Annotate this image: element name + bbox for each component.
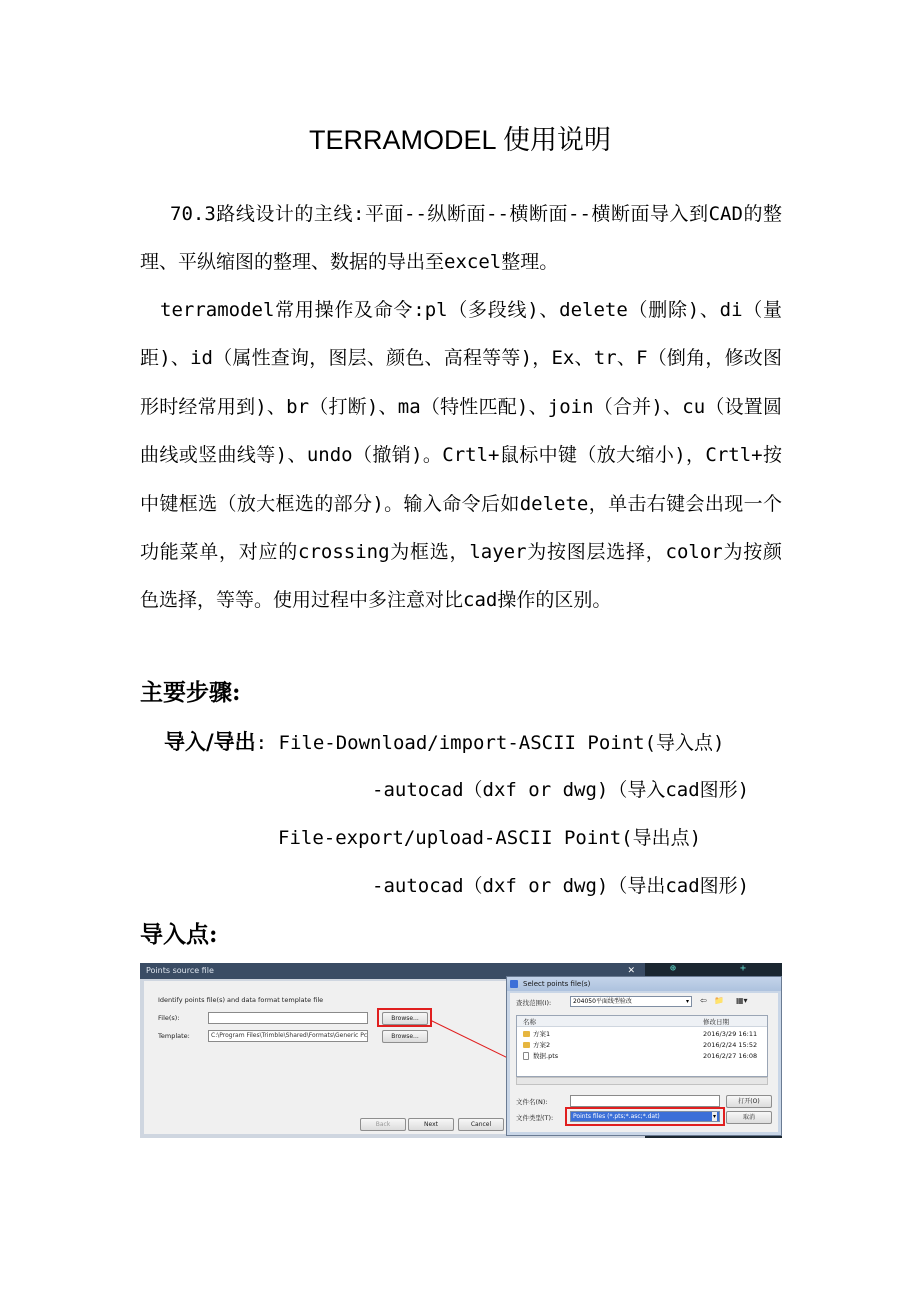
template-input[interactable]: C:\Program Files\Trimble\Shared\Formats\Generic Pc bbox=[208, 1030, 368, 1042]
cad-background-glyph: + bbox=[740, 963, 747, 974]
horizontal-scrollbar[interactable] bbox=[516, 1077, 768, 1085]
filetype-value: Points files (*.pts;*.asc;*.dat) bbox=[573, 1113, 660, 1120]
screenshot-figure bbox=[140, 963, 782, 1138]
list-item[interactable]: 方案1 2016/3/29 16:11 bbox=[517, 1029, 767, 1040]
page-title: TERRAMODEL 使用说明 bbox=[308, 125, 612, 155]
folder-icon bbox=[523, 1031, 530, 1037]
folder-icon bbox=[523, 1042, 530, 1048]
main-steps-heading: 主要步骤: bbox=[140, 679, 241, 706]
files-browse-button[interactable]: Browse... bbox=[382, 1012, 428, 1025]
chevron-down-icon: ▾ bbox=[685, 998, 689, 1005]
up-folder-icon[interactable]: 📁 bbox=[714, 996, 724, 1005]
select-points-dialog bbox=[506, 976, 782, 1136]
filename-label: 文件名(N): bbox=[516, 1098, 548, 1106]
open-button[interactable]: 打开(O) bbox=[726, 1095, 772, 1108]
cad-background-glyph: ⊕ bbox=[670, 963, 677, 974]
dialog2-cancel-button[interactable]: 取消 bbox=[726, 1111, 772, 1124]
import-points-heading: 导入点: bbox=[140, 921, 218, 948]
dialog2-titlebar bbox=[507, 977, 781, 991]
dialog1-titlebar: Points source file bbox=[140, 963, 645, 979]
dialog2-title: Select points file(s) bbox=[523, 980, 591, 988]
import-export-line-2: -autocad（dxf or dwg)（导入cad图形) bbox=[372, 779, 750, 801]
app-icon bbox=[510, 980, 518, 988]
chevron-down-icon: ▾ bbox=[712, 1113, 716, 1120]
name-column-header[interactable]: 名称 bbox=[523, 1018, 536, 1026]
import-export-line-4: -autocad（dxf or dwg)（导出cad图形) bbox=[372, 875, 750, 897]
import-export-line-1 bbox=[164, 726, 724, 756]
template-browse-button[interactable]: Browse... bbox=[382, 1030, 428, 1043]
import-export-label: 导入/导出 bbox=[164, 729, 256, 754]
file-list-header bbox=[517, 1016, 767, 1027]
file-icon bbox=[523, 1052, 529, 1060]
filename-input[interactable] bbox=[570, 1095, 720, 1107]
cancel-button[interactable]: Cancel bbox=[458, 1118, 504, 1131]
highlight-box bbox=[565, 1107, 725, 1126]
file-list bbox=[516, 1015, 768, 1077]
intro-paragraph: 70.3路线设计的主线:平面--纵断面--横断面--横断面导入到CAD的整理、平纵缩图的整理、数据的导出至excel整理。 bbox=[140, 203, 782, 274]
commands-paragraph: terramodel常用操作及命令:pl（多段线)、delete（删除)、di（量距)、id（属性查询，图层、颜色、高程等等)，Ex、tr、F（倒角，修改图形时经常用到)、br（打断)、ma（特性匹配)、join（合并)、cu（设置圆曲线或竖曲线等)、undo（撤销)。Crtl+鼠标中键（放大缩小)，Crtl+按中键框选（放大框选的部分)。输入命令后如delete，单击右键会出现一个功能菜单，对应的crossing为框选，layer为按图层选择，color为按颜色选择，等等。使用过程中多注意对比cad操作的区别。 bbox=[140, 299, 782, 612]
back-nav-icon[interactable]: ⇦ bbox=[700, 996, 707, 1005]
next-button[interactable]: Next bbox=[408, 1118, 454, 1131]
import-ascii-text: : File-Download/import-ASCII Point(导入点) bbox=[255, 732, 725, 754]
lookin-label: 查找范围(I): bbox=[516, 999, 552, 1007]
date-column-header[interactable]: 修改日期 bbox=[703, 1018, 729, 1026]
template-label: Template: bbox=[158, 1032, 190, 1040]
filetype-label: 文件类型(T): bbox=[516, 1114, 554, 1122]
close-icon[interactable]: ✕ bbox=[627, 966, 635, 976]
dialog1-instruction: Identify points file(s) and data format template file bbox=[158, 996, 324, 1004]
lookin-select[interactable] bbox=[570, 996, 692, 1007]
import-export-line-3: File-export/upload-ASCII Point(导出点) bbox=[278, 827, 702, 849]
list-item[interactable]: 方案2 2016/2/24 15:52 bbox=[517, 1040, 767, 1051]
back-button[interactable]: Back bbox=[360, 1118, 406, 1131]
view-menu-icon[interactable]: ▦▾ bbox=[736, 996, 748, 1005]
files-label: File(s): bbox=[158, 1014, 180, 1022]
list-item[interactable]: 数据.pts 2016/2/27 16:08 bbox=[517, 1051, 767, 1062]
dialog2-body bbox=[510, 993, 778, 1132]
lookin-value: 204050平面线型验改 bbox=[573, 998, 632, 1005]
